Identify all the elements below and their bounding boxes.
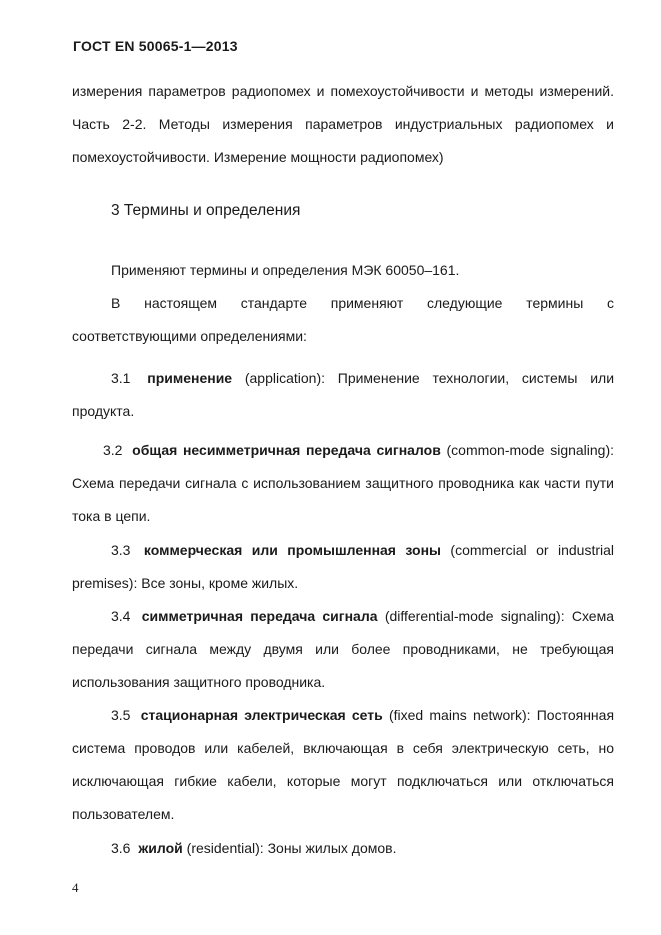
term-entry (72, 699, 614, 831)
term-name: симметричная передача сигнала (141, 608, 378, 624)
term-name: общая несимметричная передача сигналов (132, 442, 441, 458)
term-definition: (differential-mode signaling): Схема передачи сигнала между двумя или более проводниками, не требующая использования защитного проводника. (72, 608, 615, 690)
term-name: применение (147, 370, 233, 386)
term-3-4 (72, 600, 614, 699)
term-definition: (common-mode signaling): Схема передачи сигнала с использованием защитного проводника как части пути тока в цепи. (72, 442, 615, 524)
section-title: 3 Термины и определения (111, 202, 301, 219)
term-3-3 (72, 534, 614, 600)
paragraph-terms-reference: Применяют термины и определения МЭК 60050–161. (111, 262, 460, 278)
term-3-2 (72, 434, 614, 533)
term-number: 3.4 (111, 608, 131, 624)
term-name: стационарная электрическая сеть (140, 707, 383, 723)
term-definition: (residential): Зоны жилых домов. (186, 840, 397, 856)
standard-code-header: ГОСТ EN 50065-1—2013 (73, 38, 238, 54)
section-paragraphs (72, 254, 614, 353)
term-definition: (application): Применение технологии, системы или продукта. (72, 370, 615, 419)
term-entry (72, 534, 614, 600)
term-name: жилой (138, 840, 183, 856)
term-number: 3.6 (111, 840, 131, 856)
term-3-1 (72, 362, 614, 428)
term-3-5 (72, 699, 614, 831)
term-entry (72, 362, 614, 428)
page-number: 4 (72, 880, 79, 895)
term-number: 3.2 (103, 442, 123, 458)
term-3-6 (72, 832, 614, 865)
term-number: 3.1 (111, 370, 131, 386)
intro-continuation-paragraph: измерения параметров радиопомех и помехоустойчивости и методы измерений. Часть 2-2. Методы измерения параметров индустриальных радиопомех и помехоустойчивости. Измерение мощности радиопомех) (72, 83, 614, 165)
term-entry (72, 434, 614, 533)
term-definition: (commercial or industrial premises): Все зоны, кроме жилых. (72, 542, 614, 591)
term-name: коммерческая или промышленная зоны (143, 542, 441, 558)
term-entry (72, 832, 614, 865)
term-entry (72, 600, 614, 699)
term-definition: (fixed mains network): Постоянная система проводов или кабелей, включающая в себя электрическую сеть, но исключающая гибкие кабели, которые могут подключаться или отключаться пользователем. (72, 707, 615, 822)
term-number: 3.3 (111, 542, 131, 558)
paragraph-terms-intro: В настоящем стандарте применяют следующие термины с соответствующими определениями: (72, 295, 614, 344)
intro-continuation-text (72, 75, 614, 174)
term-number: 3.5 (111, 707, 131, 723)
